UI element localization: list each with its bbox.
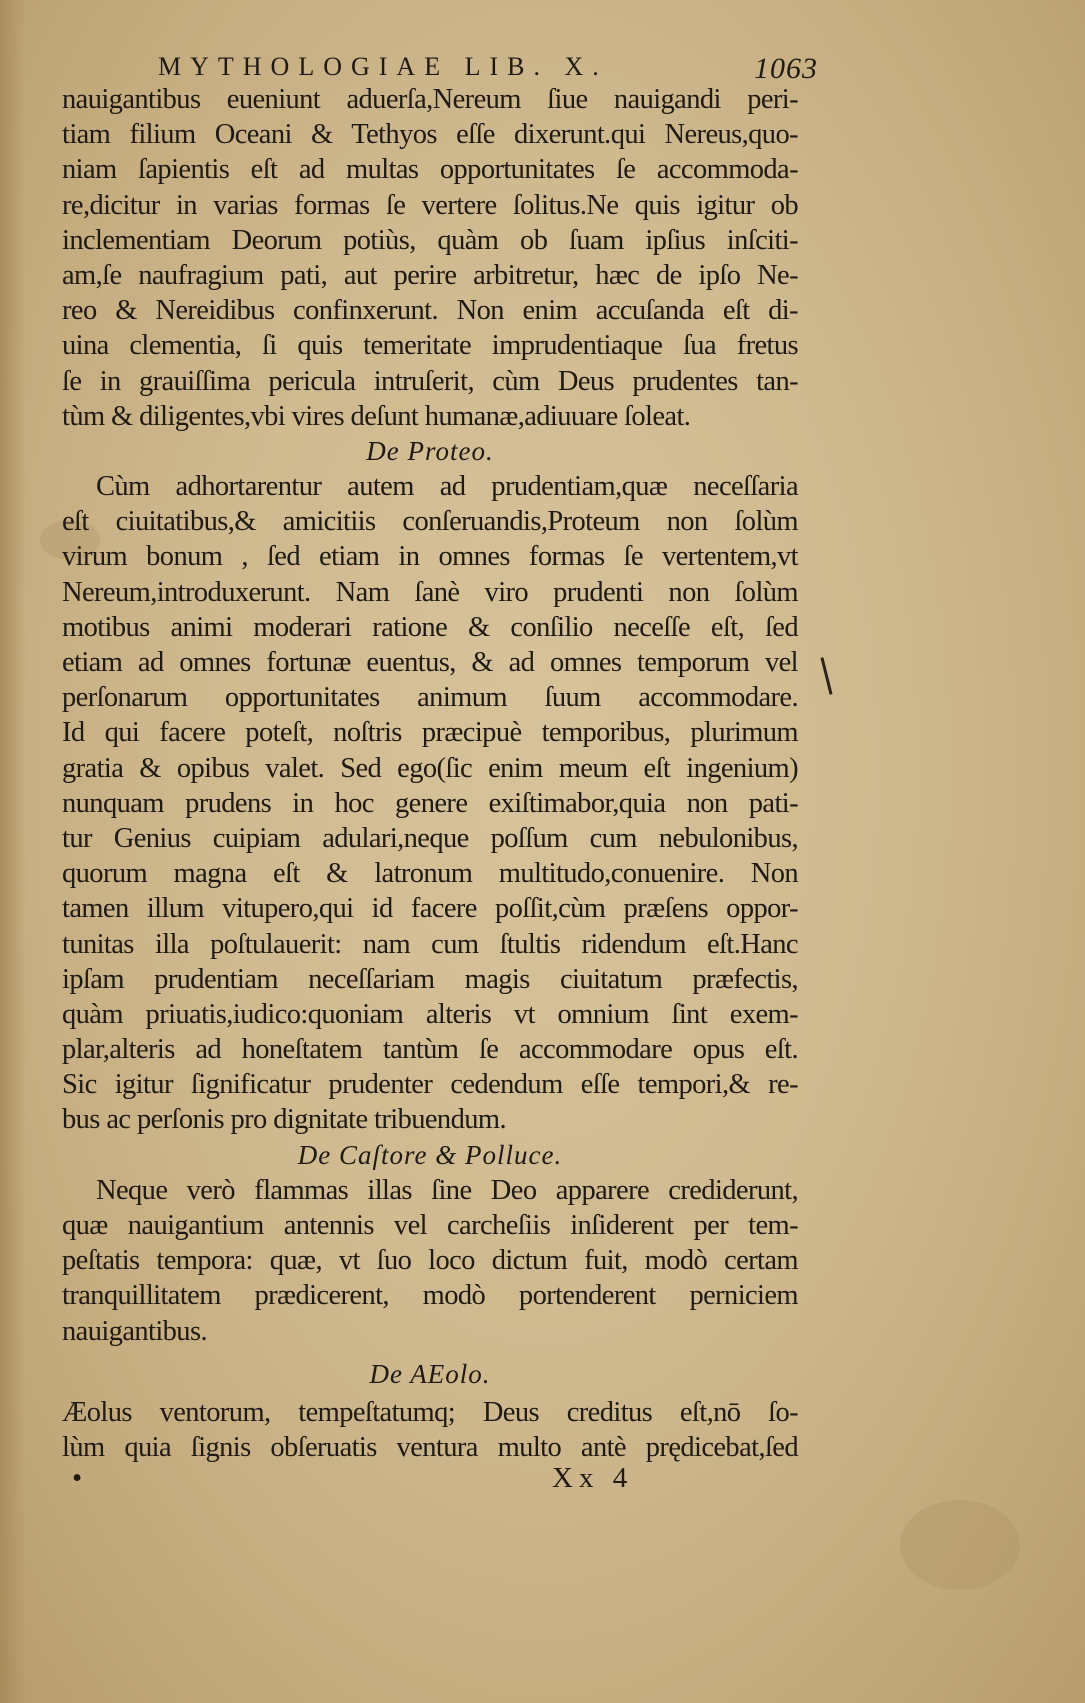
text-line: Nereum,introduxerunt. Nam ſanè viro prudenti non ſolùm: [62, 576, 798, 608]
text-line: gratia & opibus valet. Sed ego(ſic enim meum eſt ingenium): [62, 752, 798, 784]
body-text: [62, 82, 798, 1465]
text-line: tranquillitatem prædicerent, modò portenderent perniciem: [62, 1280, 798, 1312]
footer-dot: •: [72, 1462, 83, 1494]
text-line: Neque verò flammas illas ſine Deo apparere crediderunt,: [96, 1174, 798, 1206]
paper-stain: [900, 1500, 1020, 1590]
text-line: motibus animi moderari ratione & conſilio neceſſe eſt, ſed: [62, 611, 798, 643]
text-line: nauigantibus eueniunt aduerſa,Nereum ſiue nauigandi peri-: [62, 84, 798, 115]
text-line: tur Genius cuipiam adulari,neque poſſum cum nebulonibus,: [62, 822, 798, 854]
text-line: quæ nauigantium antennis vel carcheſiis inſiderent per tem-: [62, 1210, 798, 1241]
text-line: nauigantibus.: [62, 1315, 207, 1347]
text-line: perſonarum opportunitates animum ſuum accommodare.: [62, 682, 798, 714]
text-line: quorum magna eſt & latronum multitudo,conuenire. Non: [62, 858, 798, 890]
text-line: Id qui facere poteſt, noſtris præcipuè temporibus, plurimum: [62, 717, 798, 749]
text-line: tiam filium Oceani & Tethyos eſſe dixerunt.qui Nereus,quo-: [62, 119, 798, 151]
text-line: Æolus ventorum, tempeſtatumq; Deus creditus eſt,nō ſo-: [62, 1396, 798, 1428]
text-line: bus ac perſonis pro dignitate tribuendum.: [62, 1104, 506, 1136]
running-head: MYTHOLOGIAE LIB. X.: [158, 52, 608, 81]
text-line: peſtatis tempora: quæ, vt ſuo loco dictum fuit, modò certam: [62, 1245, 798, 1277]
text-line: ipſam prudentiam neceſſariam magis ciuitatum præfectis,: [62, 963, 798, 995]
text-line: nunquam prudens in hoc genere exiſtimabor,quia non pati-: [62, 787, 798, 819]
section-heading: De AEolo.: [369, 1358, 491, 1389]
signature-mark: Xx 4: [552, 1462, 634, 1494]
text-line: am,ſe naufragium pati, aut perire arbitretur, hæc de ipſo Ne-: [62, 259, 798, 291]
page-number: 1063: [754, 52, 818, 85]
page-footer: [62, 1462, 798, 1502]
text-line: tunitas illa poſtulauerit: nam cum ſtultis ridendum eſt.Hanc: [62, 928, 798, 960]
text-line: etiam ad omnes fortunæ euentus, & ad omnes temporum vel: [62, 647, 798, 678]
text-line: reo & Nereidibus confinxerunt. Non enim accuſanda eſt di-: [62, 295, 798, 327]
text-line: quàm priuatis,iudico:quoniam alteris vt omnium ſint exem-: [62, 998, 798, 1030]
text-line: re,dicitur in varias formas ſe vertere ſolitus.Ne quis igitur ob: [62, 189, 798, 221]
text-line: virum bonum , ſed etiam in omnes formas ſe vertentem,vt: [62, 541, 798, 573]
page-edge-shadow: [0, 0, 26, 1703]
text-line: Sic igitur ſignificatur prudenter cedendum eſſe tempori,& re-: [62, 1069, 798, 1101]
text-line: Cùm adhortarentur autem ad prudentiam,quæ neceſſaria: [96, 471, 798, 503]
text-line: tamen illum vitupero,qui id facere poſſit,cùm præſens oppor-: [62, 893, 798, 925]
text-line: ſe in grauiſſima pericula intruſerit, cùm Deus prudentes tan-: [62, 365, 798, 397]
text-line: tùm & diligentes,vbi vires deſunt humanæ,adiuuare ſoleat.: [62, 400, 691, 432]
text-line: uina clementia, ſi quis temeritate imprudentiaque ſua fretus: [62, 330, 798, 362]
section-heading: De Caſtore & Polluce.: [297, 1139, 563, 1170]
margin-mark: [820, 657, 832, 695]
text-line: niam ſapientis eſt ad multas opportunitates ſe accommoda-: [62, 154, 798, 186]
text-line: lùm quia ſignis obſeruatis ventura multo antè prędicebat,ſed: [62, 1431, 798, 1463]
text-line: eſt ciuitatibus,& amicitiis conſeruandis,Proteum non ſolùm: [62, 506, 798, 538]
text-line: plar,alteris ad honeſtatem tantùm ſe accommodare opus eſt.: [62, 1034, 798, 1066]
section-heading: De Proteo.: [366, 435, 494, 466]
text-line: inclementiam Deorum potiùs, quàm ob ſuam ipſius inſciti-: [62, 224, 798, 256]
